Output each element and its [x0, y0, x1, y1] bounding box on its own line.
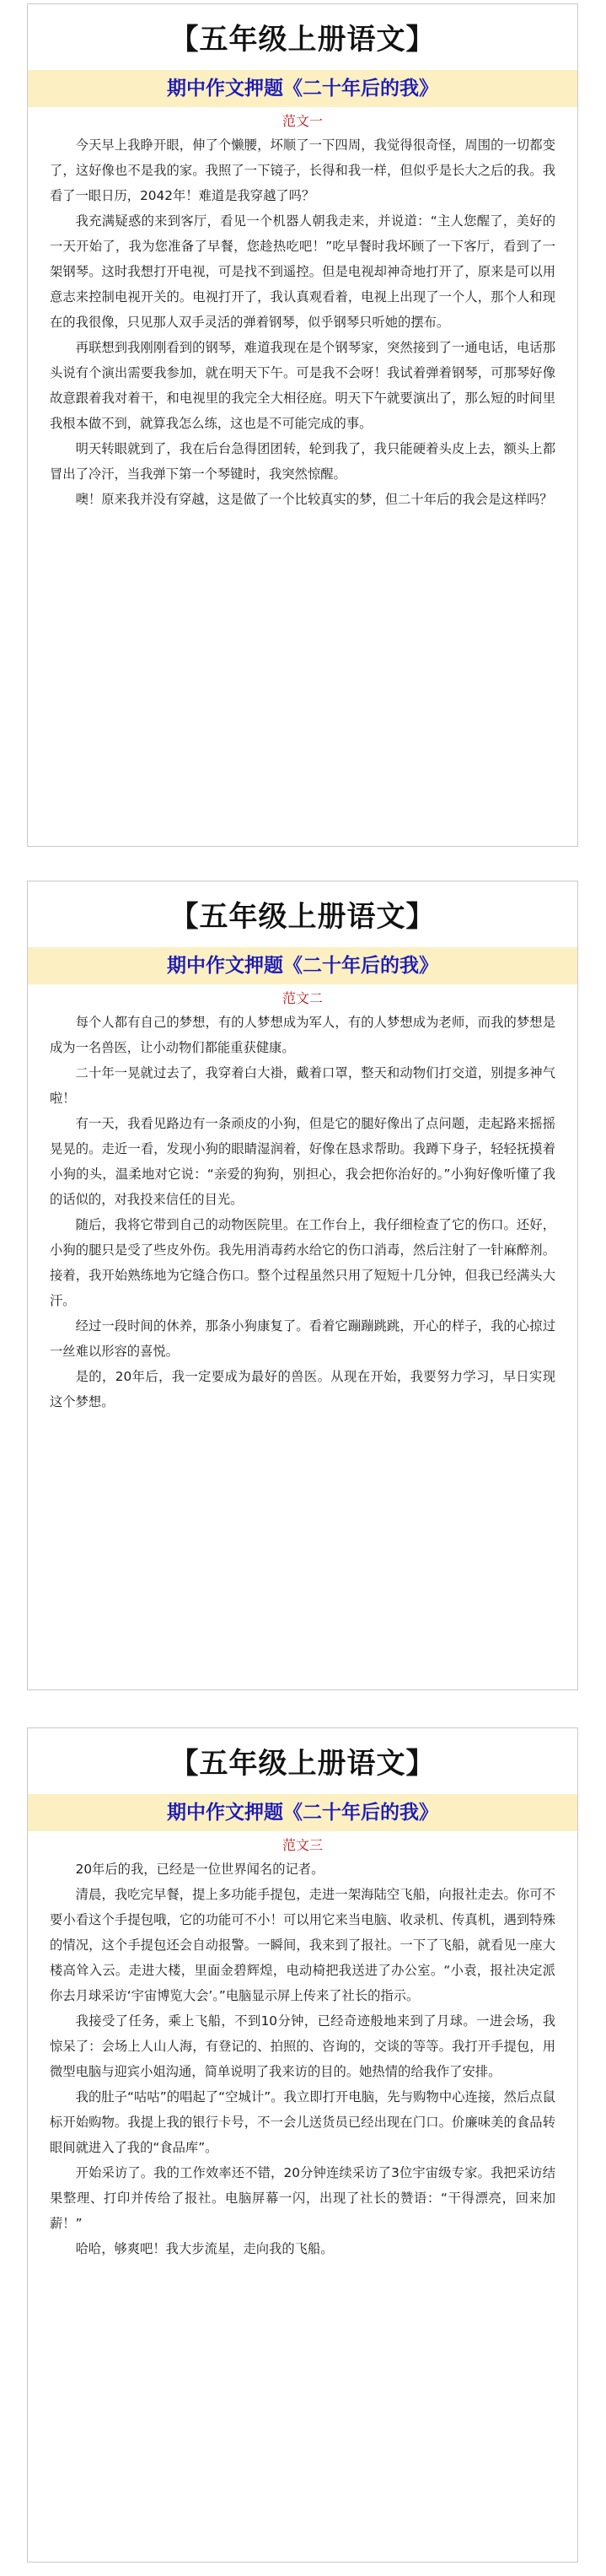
grade-banner: 【五年级上册语文】 — [169, 1747, 436, 1781]
article-card-3 — [27, 1727, 578, 2563]
paragraph: 再联想到我刚刚看到的钢琴，难道我现在是个钢琴家，突然接到了一通电话，电话那头说有个演出需要我参加，就在明天下午。可是我不会呀！我试着弹着钢琴，可那琴好像故意跟着我对着干，和电视里的我完全大相径庭。明天下午就要演出了，那么短的时间里我根本做不到，就算我怎么练，这也是不可能完成的事。 — [50, 340, 555, 431]
paragraph: 明天转眼就到了，我在后台急得团团转，轮到我了，我只能硬着头皮上去，额头上都冒出了冷汗，当我弹下第一个琴键时，我突然惊醒。 — [50, 441, 555, 482]
article-card-2 — [27, 881, 578, 1690]
essay-title: 期中作文押题《二十年后的我》 — [28, 70, 577, 107]
sample-label: 范文二 — [282, 990, 323, 1006]
paragraph: 二十年一晃就过去了，我穿着白大褂，戴着口罩，整天和动物们打交道，别提多神气啦！ — [50, 1065, 555, 1106]
paragraph: 我充满疑惑的来到客厅，看见一个机器人朝我走来，并说道：“主人您醒了，美好的一天开始了，我为您准备了早餐，您趁热吃吧！”吃早餐时我坏顾了一下客厅，看到了一架钢琴。这时我想打开电视，可是找不到遥控。但是电视却神奇地打开了，原来是可以用意志来控制电视开关的。电视打开了，我认真观看着，电视上出现了一个人，那个人和现在的我很像，只见那人双手灵活的弹着钢琴，似乎钢琴只听她的摆布。 — [50, 213, 555, 330]
paragraph: 我接受了任务，乘上飞船，不到10分钟，已经奇迹般地来到了月球。一进会场，我惊呆了：会场上人山人海，有登记的、拍照的、咨询的，交谈的等等。我打开手提包，用微型电脑与迎宾小姐沟通，简单说明了我来访的目的。她热情的给我作了安排。 — [50, 2013, 555, 2079]
paragraph: 20年后的我，已经是一位世界闻名的记者。 — [75, 1862, 324, 1877]
essay-title: 期中作文押题《二十年后的我》 — [28, 947, 577, 984]
paragraph: 有一天，我看见路边有一条顽皮的小狗，但是它的腿好像出了点问题，走起路来摇摇晃晃的。走近一看，发现小狗的眼睛湿润着，好像在恳求帮助。我蹲下身子，轻轻抚摸着小狗的头，温柔地对它说：“亲爱的狗狗，别担心，我会把你治好的。”小狗好像听懂了我的话似的，对我投来信任的目光。 — [50, 1116, 555, 1207]
paragraph: 今天早上我睁开眼，伸了个懒腰，坏顺了一下四周，我觉得很奇怪，周围的一切都变了，这好像也不是我的家。我照了一下镜子，长得和我一样，但似乎是长大之后的我。我看了一眼日历，2042年！难道是我穿越了吗？ — [50, 137, 555, 203]
paragraph: 经过一段时间的休养，那条小狗康复了。看着它蹦蹦跳跳，开心的样子，我的心掠过一丝难以形容的喜悦。 — [50, 1318, 555, 1359]
sample-label: 范文一 — [282, 113, 323, 129]
article-card-1 — [27, 3, 578, 847]
paragraph: 开始采访了。我的工作效率还不错，20分钟连续采访了3位宇宙级专家。我把采访结果整理、打印并传给了报社。电脑屏幕一闪，出现了社长的赞语：“干得漂亮，回来加薪！” — [50, 2165, 555, 2231]
sample-label: 范文三 — [282, 1837, 323, 1853]
paragraph: 每个人都有自己的梦想，有的人梦想成为军人，有的人梦想成为老师，而我的梦想是成为一名兽医，让小动物们都能重获健康。 — [50, 1015, 555, 1055]
grade-banner: 【五年级上册语文】 — [169, 900, 436, 934]
paragraph: 我的肚子“咕咕”的唱起了“空城计”。我立即打开电脑，先与购物中心连接，然后点鼠标开始购物。我提上我的银行卡号，不一会儿送货员已经出现在门口。价廉味美的食品转眼间就进入了我的“食品库”。 — [50, 2089, 555, 2155]
paragraph: 噢！原来我并没有穿越，这是做了一个比较真实的梦，但二十年后的我会是这样吗？ — [75, 492, 553, 507]
paragraph: 清晨，我吃完早餐，提上多功能手提包，走进一架海陆空飞船，向报社走去。你可不要小看这个手提包哦，它的功能可不小！可以用它来当电脑、收录机、传真机，遇到特殊的情况，这个手提包还会自动报警。一瞬间，我来到了报社。一下了飞船，就看见一座大楼高耸入云。走进大楼，里面金碧辉煌，电动椅把我送进了办公室。“小袁，报社决定派你去月球采访‘宇宙博览大会’。”电脑显示屏上传来了社长的指示。 — [50, 1887, 555, 2003]
grade-banner: 【五年级上册语文】 — [169, 23, 436, 57]
paragraph: 哈哈，够爽吧！我大步流星，走向我的飞船。 — [75, 2241, 334, 2256]
paragraph: 是的，20年后，我一定要成为最好的兽医。从现在开始，我要努力学习，早日实现这个梦想。 — [50, 1369, 555, 1409]
essay-title: 期中作文押题《二十年后的我》 — [28, 1794, 577, 1831]
paragraph: 随后，我将它带到自己的动物医院里。在工作台上，我仔细检查了它的伤口。还好，小狗的腿只是受了些皮外伤。我先用消毒药水给它的伤口消毒，然后注射了一针麻醉剂。接着，我开始熟练地为它缝合伤口。整个过程虽然只用了短短十几分钟，但我已经满头大汗。 — [50, 1217, 555, 1308]
